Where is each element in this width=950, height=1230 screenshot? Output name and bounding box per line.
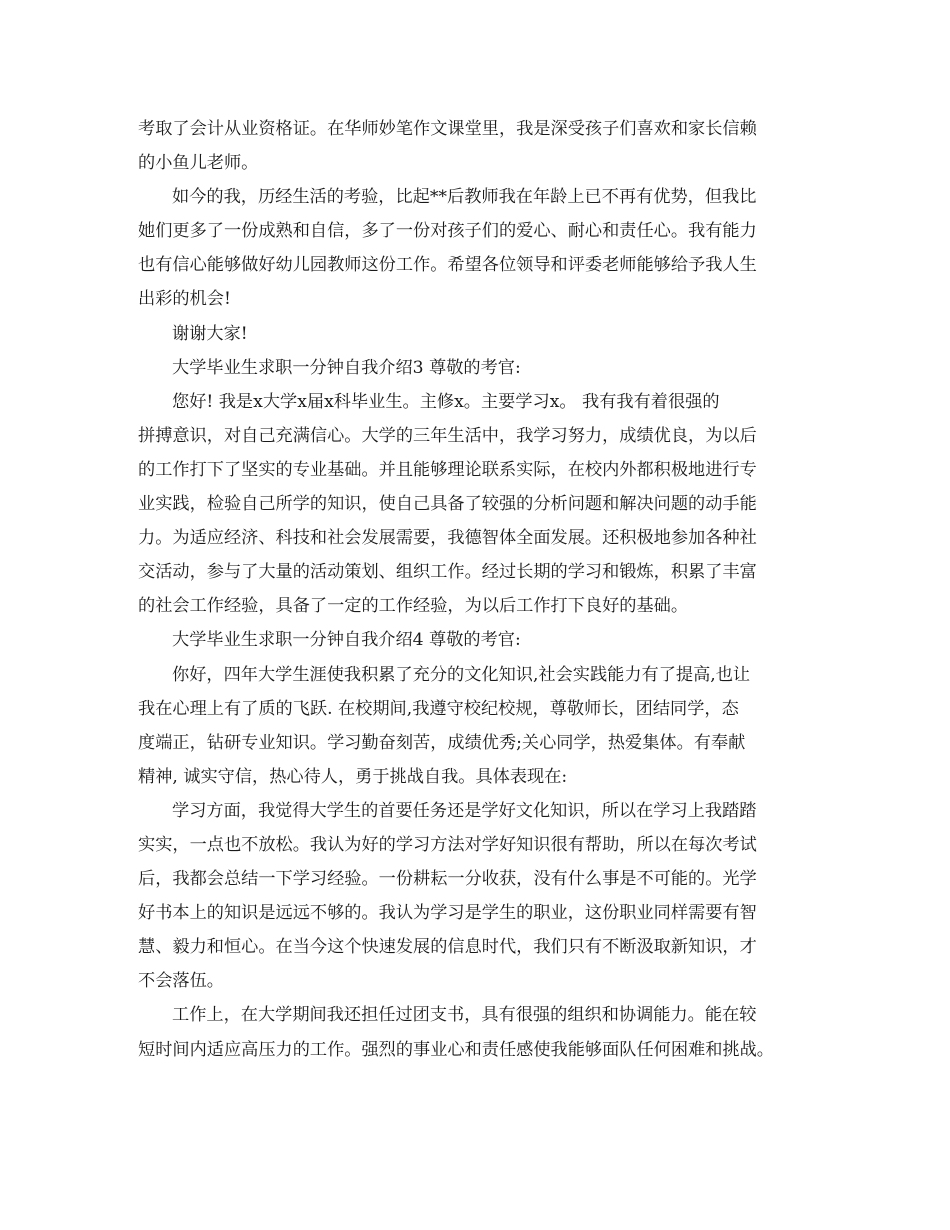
- text-line: 你好，四年大学生涯使我积累了充分的文化知识,社会实践能力有了提高,也让: [172, 664, 751, 685]
- text-line: 实实，一点也不放松。我认为好的学习方法对学好知识很有帮助，所以在每次考试: [138, 834, 757, 855]
- text-line: 精神, 诚实守信，热心待人，勇于挑战自我。具体表现在:: [138, 766, 568, 787]
- text-line: 的小鱼儿老师。: [138, 153, 259, 174]
- text-line: 学习方面，我觉得大学生的首要任务还是学好文化知识，所以在学习上我踏踏: [172, 800, 757, 821]
- text-line: 工作上，在大学期间我还担任过团支书，具有很强的组织和协调能力。能在较: [172, 1005, 757, 1026]
- text-line: 大学毕业生求职一分钟自我介绍3 尊敬的考官:: [172, 357, 521, 378]
- text-line: 业实践，检验自己所学的知识，使自己具备了较强的分析问题和解决问题的动手能: [138, 494, 757, 515]
- text-line: 短时间内适应高压力的工作。强烈的事业心和责任感使我能够面队任何困难和挑战。: [138, 1039, 774, 1060]
- text-line: 您好! 我是x大学x届x科毕业生。主修x。主要学习x。 我有我有着很强的: [172, 391, 720, 412]
- text-line: 拼搏意识，对自己充满信心。大学的三年生活中，我学习努力，成绩优良，为以后: [138, 425, 757, 446]
- text-line: 谢谢大家!: [172, 323, 248, 344]
- text-line: 如今的我，历经生活的考验，比起**后教师我在年龄上已不再有优势，但我比: [172, 187, 757, 208]
- text-line: 好书本上的知识是远远不够的。我认为学习是学生的职业，这份职业同样需要有智: [138, 903, 757, 924]
- document-body: [138, 112, 822, 1067]
- text-line: 大学毕业生求职一分钟自我介绍4 尊敬的考官:: [172, 630, 521, 651]
- text-line: 后，我都会总结一下学习经验。一份耕耘一分收获，没有什么事是不可能的。光学: [138, 869, 757, 890]
- text-line: 的社会工作经验，具备了一定的工作经验，为以后工作打下良好的基础。: [138, 596, 689, 617]
- text-line: 出彩的机会!: [138, 289, 231, 310]
- text-line: 她们更多了一份成熟和自信，多了一份对孩子们的爱心、耐心和责任心。我有能力: [138, 221, 757, 242]
- text-line: 度端正，钻研专业知识。学习勤奋刻苦，成绩优秀;关心同学，热爱集体。有奉献: [138, 732, 746, 753]
- text-line: 交活动，参与了大量的活动策划、组织工作。经过长期的学习和锻炼，积累了丰富: [138, 562, 757, 583]
- text-line: 力。为适应经济、科技和社会发展需要，我德智体全面发展。还积极地参加各种社: [138, 528, 757, 549]
- text-line: 我在心理上有了质的飞跃. 在校期间,我遵守校纪校规，尊敬师长，团结同学，态: [138, 698, 739, 719]
- text-line: 的工作打下了坚实的专业基础。并且能够理论联系实际，在校内外都积极地进行专: [138, 459, 757, 480]
- text-line: 也有信心能够做好幼儿园教师这份工作。希望各位领导和评委老师能够给予我人生: [138, 255, 757, 276]
- text-line: 慧、毅力和恒心。在当今这个快速发展的信息时代，我们只有不断汲取新知识，才: [138, 937, 757, 958]
- text-line: 考取了会计从业资格证。在华师妙笔作文课堂里，我是深受孩子们喜欢和家长信赖: [138, 119, 757, 139]
- text-line: 不会落伍。: [138, 971, 224, 992]
